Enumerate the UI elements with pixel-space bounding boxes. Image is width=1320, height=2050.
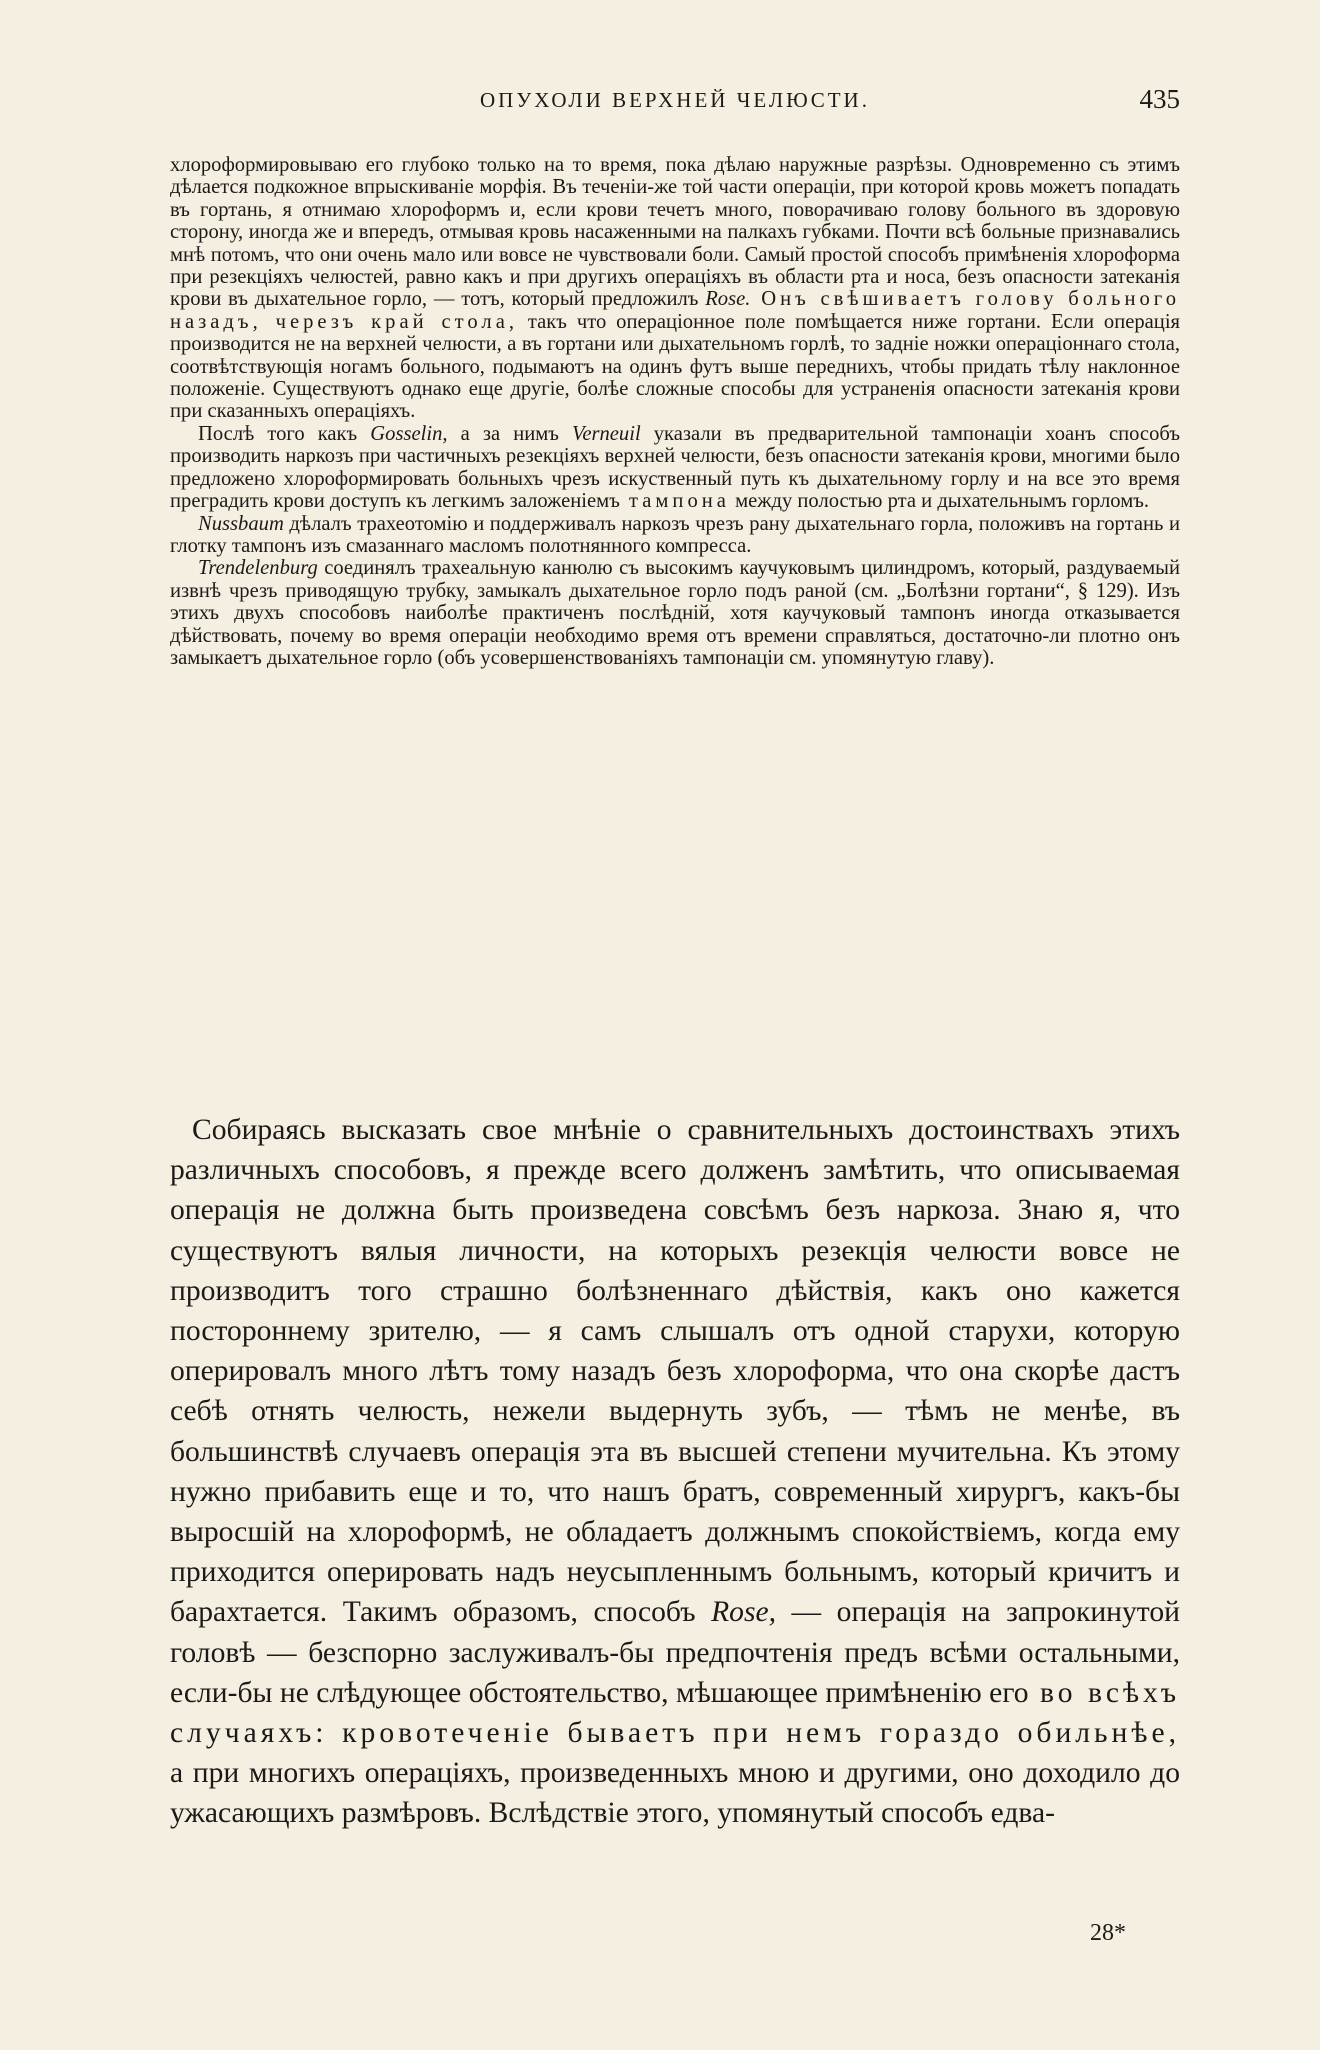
paragraph-text: соединялъ трахеальную канюлю съ высокимъ каучуковымъ цилиндромъ, который, раздуваемый извнѣ чрезъ приводящую трубку, замыкалъ дыхательное горло подъ раной (см. „Болѣзни гортани“, § 129). Изъ этихъ двухъ способовъ наиболѣе практиченъ послѣдній, хотя каучуковый тампонъ иногда отказывается дѣйствовать, почему во время операціи необходимо время отъ времени справляться, достаточно-ли плотно онъ замыкаетъ дыхательное горло (объ усовершенствованіяхъ тампонаціи см. упомянутую главу).	[170, 557, 1180, 669]
paragraph-text: указали въ предварительной тампонаціи хоанъ способъ производить наркозъ при частичныхъ резекціяхъ верхней челюсти, безъ опасности затеканія крови, многими было предложено хлороформировать больныхъ чрезъ искуственный путь къ дыхательному горлу и на все это время преградить крови доступъ къ легкимъ заложеніемъ	[170, 422, 1180, 513]
paragraph-text: такъ что операціонное поле помѣщается ниже гортани. Если операція производится не на верхней челюсти, а въ гортани или дыхательномъ горлѣ, то задніе ножки операціоннаго стола, соотвѣтствующія ногамъ больного, подымаютъ на одинъ футъ выше переднихъ, чтобы придать тѣлу наклонное положеніе. Существуютъ однако еще другіе, болѣе сложные способы для устраненія опасности затеканія крови при сказанныхъ операціяхъ.	[170, 310, 1181, 423]
small-print-section	[170, 154, 1180, 669]
paragraph-nussbaum	[170, 513, 1180, 558]
paragraph-text: дѣлалъ трахеотомію и поддерживалъ наркозъ чрезъ рану дыхательнаго горла, положивъ на гортань и глотку тампонъ изъ смазаннаго масломъ полотнянного компресса.	[170, 512, 1180, 557]
page-header	[170, 84, 1180, 128]
paragraph-chloroform	[170, 154, 1180, 423]
author-name-rose: Rose.	[705, 288, 751, 311]
paragraph-text: а за нимъ	[447, 422, 573, 445]
paragraph-text: между полостью рта и дыхательнымъ горломъ.	[729, 490, 1150, 513]
spaced-text: во всѣхъ случаяхъ: кровотеченіе бываетъ при немъ гораздо обильнѣе,	[170, 1676, 1181, 1750]
paragraph-text: Собираясь высказать свое мнѣніе о сравнительныхъ достоинствахъ этихъ различныхъ способовъ, я прежде всего долженъ замѣтить, что описываемая операція не должна быть произведена совсѣмъ безъ наркоза. Знаю я, что существуютъ вялыя личности, на которыхъ резекція челюсти вовсе не производитъ того страшно болѣзненнаго дѣйствія, какъ оно кажется постороннему зрителю, — я самъ слышалъ отъ одной старухи, которую оперировалъ много лѣтъ тому назадъ безъ хлороформа, что она скорѣе дастъ себѣ отнять челюсть, нежели выдернуть зубъ, — тѣмъ не менѣе, въ большинствѣ случаевъ операція эта въ высшей степени мучительна. Къ этому нужно прибавить еще и то, что нашъ братъ, современный хирургъ, какъ-бы выросшій на хлороформѣ, не обладаетъ должнымъ спокойствіемъ, когда ему приходится оперировать надъ неусыпленнымъ больнымъ, который кричитъ и барахтается. Такимъ образомъ, способъ	[170, 1114, 1180, 1629]
spaced-text: Онъ свѣшиваетъ голову больного назадъ, черезъ край стола,	[170, 288, 1181, 333]
author-name-nussbaum: Nussbaum	[198, 512, 284, 535]
page-number: 435	[1139, 84, 1180, 114]
paragraph-tamponade	[170, 423, 1180, 513]
spaced-text: тампона	[619, 490, 730, 513]
main-text-section	[170, 1110, 1180, 1834]
running-title: ОПУХОЛИ ВЕРХНЕЙ ЧЕЛЮСТИ.	[480, 88, 870, 112]
author-name-trendelenburg: Trendelenburg	[198, 557, 318, 580]
author-name-verneuil: Verneuil	[572, 422, 641, 445]
author-name-rose: Rose,	[711, 1596, 777, 1629]
signature-mark: 28*	[1090, 1920, 1126, 1946]
paragraph-text: Послѣ того какъ	[198, 422, 371, 445]
paragraph-text: хлороформировываю его глубоко только на то время, пока дѣлаю наружные разрѣзы. Одновременно съ этимъ дѣлается подкожное впрыскиваніе морфія. Въ теченіи-же той части операціи, при которой кровь можетъ попадать въ гортань, я отнимаю хлороформъ и, если крови течетъ много, поворачиваю голову больного въ здоровую сторону, иногда же и впередъ, отмывая кровь насаженными на палкахъ губками. Почти всѣ больные признавались мнѣ потомъ, что они очень мало или вовсе не чувствовали боли. Самый простой способъ примѣненія хлороформа при резекціяхъ челюстей, равно какъ и при другихъ операціяхъ въ области рта и носа, безъ опасности затеканія крови въ дыхательное горло, — тотъ, который предложилъ	[170, 154, 1180, 311]
paragraph-opinion	[170, 1110, 1180, 1834]
author-name-gosselin: Gosselin,	[370, 422, 448, 445]
paragraph-text: — операція на запрокинутой головѣ — безспорно заслуживалъ-бы предпочтенія предъ всѣми остальными, если-бы не слѣдующее обстоятельство, мѣшающее примѣненію его	[170, 1596, 1180, 1709]
paragraph-trendelenburg	[170, 557, 1180, 669]
paragraph-text: а при многихъ операціяхъ, произведенныхъ мною и другими, оно доходило до ужасающихъ размѣровъ. Вслѣдствіе этого, упомянутый способъ едва-	[170, 1757, 1180, 1830]
